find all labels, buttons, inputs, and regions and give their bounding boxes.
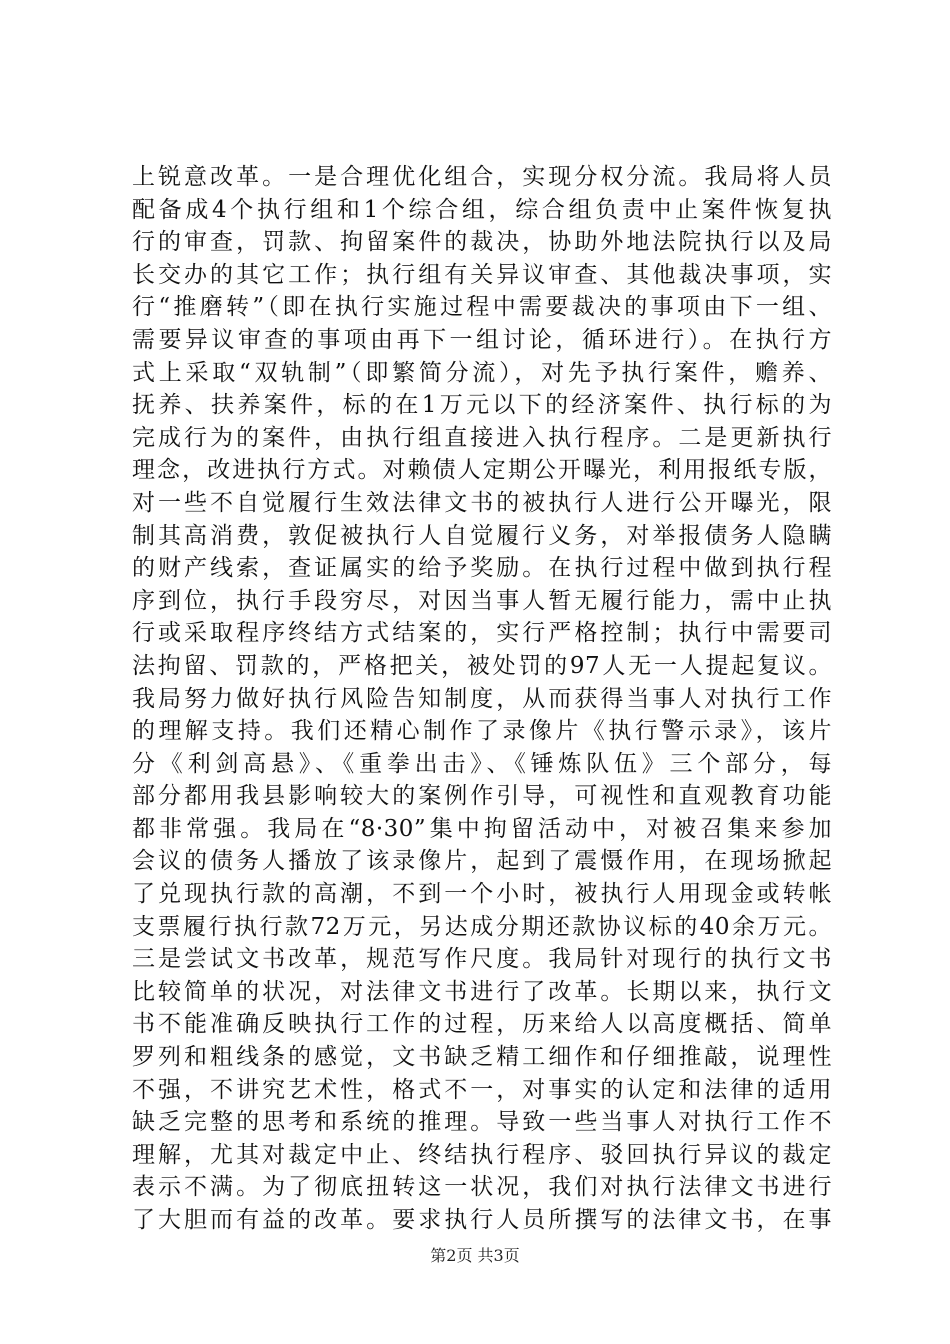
text-line: 会议的债务人播放了该录像片，起到了震慑作用，在现场掀起 — [132, 848, 832, 875]
text-line: 了兑现执行款的高潮，不到一个小时，被执行人用现金或转帐 — [132, 881, 832, 908]
text-line: 比较简单的状况，对法律文书进行了改革。长期以来，执行文 — [132, 978, 832, 1005]
text-line: 行或采取程序终结方式结案的，实行严格控制；执行中需要司 — [132, 620, 832, 647]
text-line: 都非常强。我局在“8·30”集中拘留活动中，对被召集来参加 — [132, 815, 832, 842]
text-line: 我局努力做好执行风险告知制度，从而获得当事人对执行工作 — [132, 685, 832, 712]
text-line: 书不能准确反映执行工作的过程，历来给人以高度概括、简单 — [132, 1011, 832, 1038]
text-line: 缺乏完整的思考和系统的推理。导致一些当事人对执行工作不 — [132, 1109, 832, 1136]
text-line: 制其高消费，敦促被执行人自觉履行义务，对举报债务人隐瞒 — [132, 522, 832, 549]
text-line: 了大胆而有益的改革。要求执行人员所撰写的法律文书，在事 — [132, 1207, 832, 1233]
text-line: 抚养、扶养案件，标的在1万元以下的经济案件、执行标的为 — [132, 392, 832, 419]
text-line: 序到位，执行手段穷尽，对因当事人暂无履行能力，需中止执 — [132, 587, 832, 614]
text-line: 理念，改进执行方式。对赖债人定期公开曝光，利用报纸专版， — [132, 457, 832, 484]
text-line: 长交办的其它工作；执行组有关异议审查、其他裁决事项，实 — [132, 261, 832, 288]
text-line: 分《利剑高悬》、《重拳出击》、《锤炼队伍》三个部分，每 — [132, 750, 832, 777]
text-line: 对一些不自觉履行生效法律文书的被执行人进行公开曝光，限 — [132, 489, 832, 516]
text-line: 三是尝试文书改革，规范写作尺度。我局针对现行的执行文书 — [132, 946, 832, 973]
text-line: 需要异议审查的事项由再下一组讨论，循环进行）。在执行方 — [132, 326, 832, 353]
body-text — [132, 161, 832, 1237]
text-line: 上锐意改革。一是合理优化组合，实现分权分流。我局将人员 — [132, 164, 832, 190]
text-line: 部分都用我县影响较大的案例作引导，可视性和直观教育功能 — [132, 783, 832, 810]
text-line: 配备成4个执行组和1个综合组，综合组负责中止案件恢复执 — [132, 196, 832, 223]
text-line: 的财产线索，查证属实的给予奖励。在执行过程中做到执行程 — [132, 555, 832, 582]
text-line: 表示不满。为了彻底扭转这一状况，我们对执行法律文书进行 — [132, 1174, 832, 1201]
text-line: 完成行为的案件，由执行组直接进入执行程序。二是更新执行 — [132, 424, 832, 451]
text-line: 支票履行执行款72万元，另达成分期还款协议标的40余万元。 — [132, 913, 832, 940]
page-footer: 第2页 共3页 — [430, 1246, 520, 1265]
text-line: 行“推磨转”（即在执行实施过程中需要裁决的事项由下一组、 — [132, 294, 832, 321]
text-line: 式上采取“双轨制”（即繁简分流），对先予执行案件，赡养、 — [132, 359, 832, 386]
text-line: 不强，不讲究艺术性，格式不一，对事实的认定和法律的适用 — [132, 1076, 832, 1103]
text-line: 的理解支持。我们还精心制作了录像片《执行警示录》，该片 — [132, 718, 832, 745]
text-line: 罗列和粗线条的感觉，文书缺乏精工细作和仔细推敲，说理性 — [132, 1044, 832, 1071]
text-line: 理解，尤其对裁定中止、终结执行程序、驳回执行异议的裁定 — [132, 1141, 832, 1168]
text-line: 法拘留、罚款的，严格把关，被处罚的97人无一人提起复议。 — [132, 652, 832, 679]
text-line: 行的审查，罚款、拘留案件的裁决，协助外地法院执行以及局 — [132, 229, 832, 256]
